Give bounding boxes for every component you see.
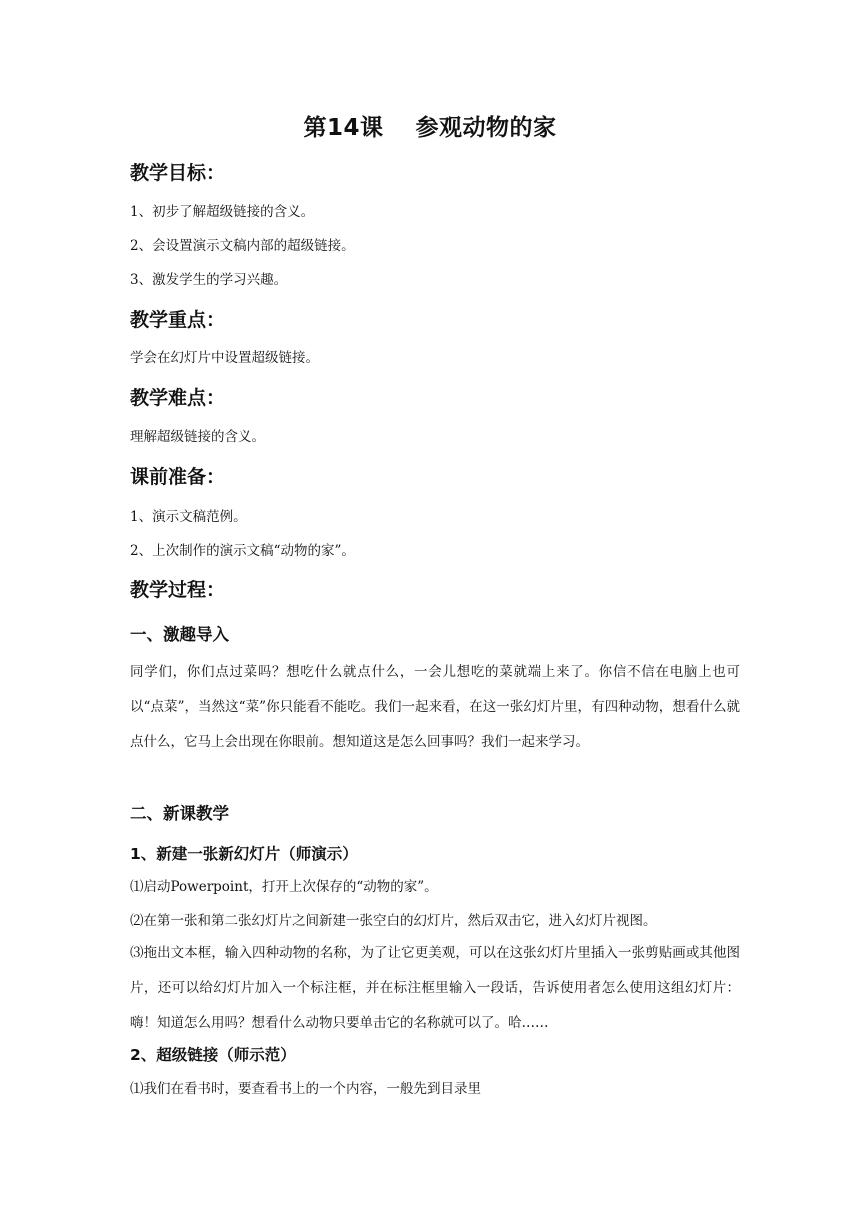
- objective-item-2: 2、会设置演示文稿内部的超级链接。: [130, 238, 355, 254]
- objective-item-3: 3、激发学生的学习兴趣。: [130, 272, 288, 288]
- preparation-heading: 课前准备：: [130, 466, 226, 488]
- step1-item-3: ⑶拖出文本框，输入四种动物的名称，为了让它更美观，可以在这张幻灯片里插入一张剪贴画或其他图片，还可以给幻灯片加入一个标注框，并在标注框里输入一段话，告诉使用者怎么使用这组幻灯片：嗨！知道怎么用吗？想看什么动物只要单击它的名称就可以了。哈……: [130, 945, 740, 1031]
- part1-paragraph: 同学们，你们点过菜吗？想吃什么就点什么，一会儿想吃的菜就端上来了。你信不信在电脑上也可以“点菜”，当然这“菜”你只能看不能吃。我们一起来看，在这一张幻灯片里，有四种动物，想看什么就点什么，它马上会出现在你眼前。想知道这是怎么回事吗？我们一起来学习。: [130, 664, 740, 750]
- part2-heading: 二、新课教学: [130, 804, 229, 823]
- step1-item-2: ⑵在第一张和第二张幻灯片之间新建一张空白的幻灯片，然后双击它，进入幻灯片视图。: [130, 913, 657, 929]
- step1-heading: 1、新建一张新幻灯片（师演示）: [130, 845, 358, 863]
- difficulty-heading: 教学难点：: [130, 387, 226, 409]
- step1-item-1: ⑴启动Powerpoint，打开上次保存的“动物的家”。: [130, 879, 438, 895]
- preparation-item-2: 2、上次制作的演示文稿“动物的家”。: [130, 543, 355, 559]
- preparation-item-1: 1、演示文稿范例。: [130, 509, 247, 525]
- objective-item-1: 1、初步了解超级链接的含义。: [130, 204, 315, 220]
- lesson-title: 第14课 参观动物的家: [303, 115, 557, 141]
- part1-heading: 一、激趣导入: [130, 625, 229, 644]
- key-point-text: 学会在幻灯片中设置超级链接。: [130, 350, 319, 366]
- step2-heading: 2、超级链接（师示范）: [130, 1046, 296, 1064]
- process-heading: 教学过程：: [130, 579, 226, 601]
- key-point-heading: 教学重点：: [130, 309, 226, 331]
- difficulty-text: 理解超级链接的含义。: [130, 429, 265, 445]
- objectives-heading: 教学目标：: [130, 162, 226, 184]
- step2-item-1: ⑴我们在看书时，要查看书上的一个内容，一般先到目录里: [130, 1081, 481, 1097]
